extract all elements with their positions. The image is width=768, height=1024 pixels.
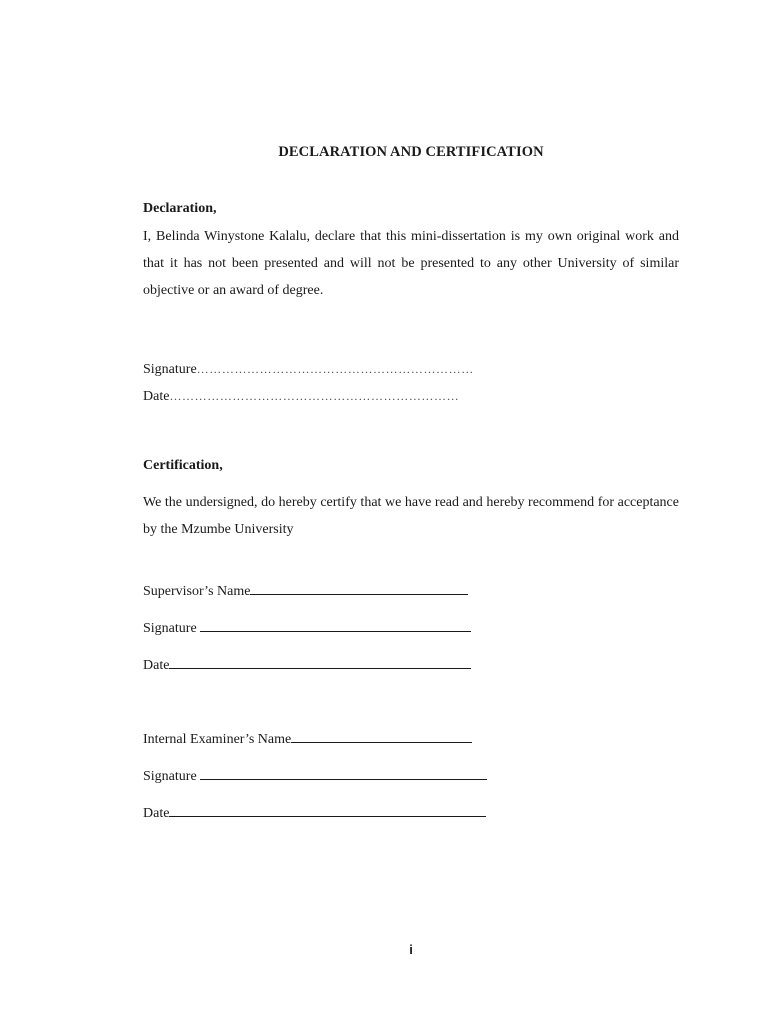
certification-heading: Certification,: [143, 458, 223, 473]
declaration-date-line: [143, 389, 459, 405]
supervisor-name-blank: [250, 580, 468, 595]
examiner-signature-field: [143, 765, 487, 785]
examiner-signature-blank: [200, 765, 487, 780]
supervisor-signature-label: Signature: [143, 621, 201, 636]
examiner-name-label: Internal Examiner’s Name: [143, 732, 292, 747]
examiner-date-blank: [169, 802, 486, 817]
declaration-date-label: Date: [143, 389, 170, 404]
declaration-signature-line: [143, 362, 474, 378]
declaration-date-dots: ……………………………………………………………: [169, 389, 460, 403]
supervisor-signature-blank: [200, 617, 471, 632]
examiner-signature-label: Signature: [143, 769, 201, 784]
examiner-date-label: Date: [143, 806, 170, 821]
supervisor-signature-field: [143, 617, 471, 637]
supervisor-name-field: [143, 580, 468, 600]
declaration-signature-label: Signature: [143, 362, 197, 377]
examiner-date-field: [143, 802, 486, 822]
page-number: i: [409, 942, 413, 957]
examiner-name-blank: [291, 728, 472, 743]
supervisor-date-blank: [169, 654, 471, 669]
declaration-heading: Declaration,: [143, 201, 217, 216]
declaration-signature-dots: …………………………………………………………: [196, 362, 474, 376]
supervisor-date-field: [143, 654, 471, 674]
supervisor-date-label: Date: [143, 658, 170, 673]
declaration-paragraph: I, Belinda Winystone Kalalu, declare that this mini-dissertation is my own original work and that it has not been presented and will not be presented to any other University of similar objective or an award of degree.: [143, 229, 679, 298]
page-title: DECLARATION AND CERTIFICATION: [278, 144, 544, 160]
certification-paragraph: We the undersigned, do hereby certify that we have read and hereby recommend for acceptance by the Mzumbe University: [143, 495, 679, 537]
examiner-name-field: [143, 728, 472, 748]
supervisor-name-label: Supervisor’s Name: [143, 584, 251, 599]
